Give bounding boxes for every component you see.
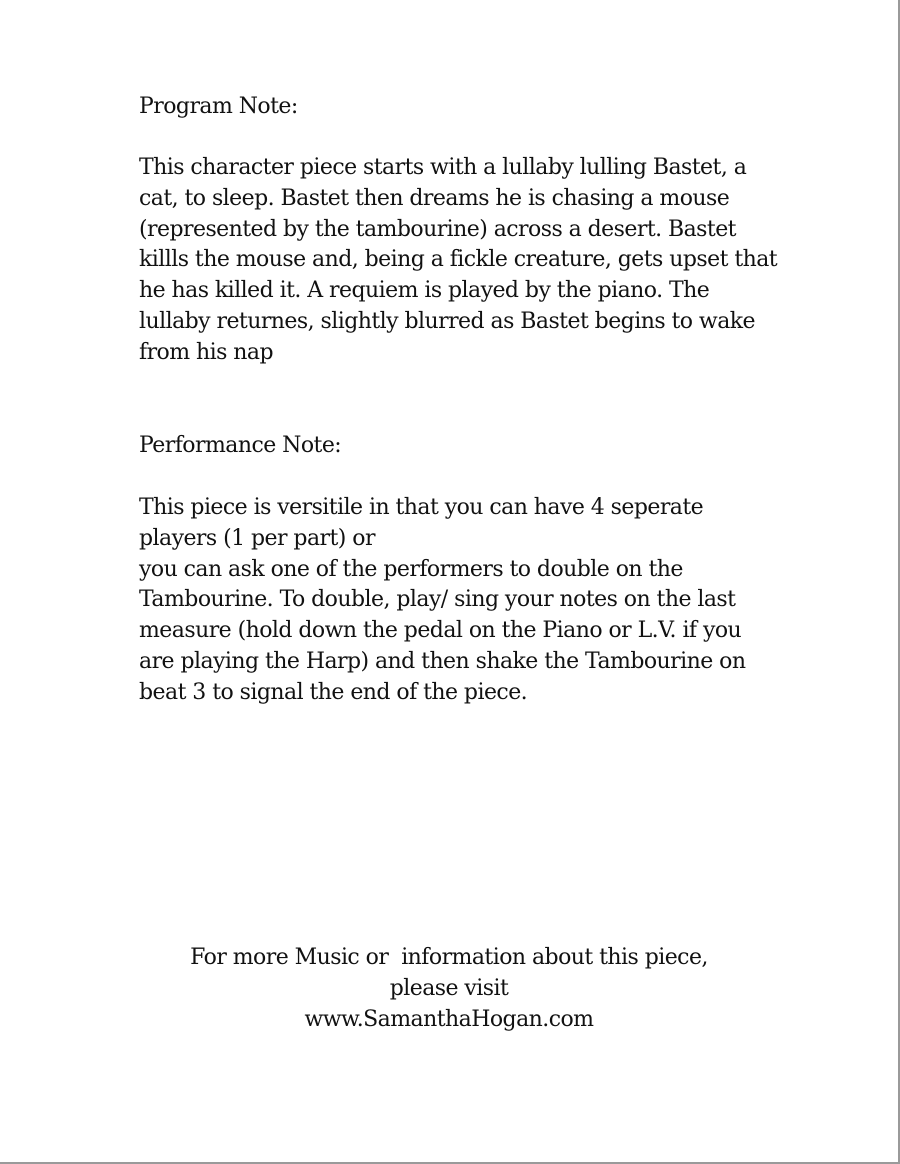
program-note-line: This character piece starts with a lullaby lulling Bastet, a	[139, 155, 747, 180]
performance-note-line: beat 3 to signal the end of the piece.	[139, 679, 528, 705]
program-note-line: cat, to sleep. Bastet then dreams he is chasing a mouse	[139, 185, 730, 211]
performance-note-body	[139, 493, 819, 709]
performance-note-line: This piece is versitile in that you can have 4 seperate	[139, 495, 704, 520]
footer-contact	[0, 942, 898, 1035]
program-note-line: lullaby returnes, slightly blurred as Bastet begins to wake	[139, 308, 756, 334]
program-note-line: (represented by the tambourine) across a desert. Bastet	[139, 216, 736, 242]
program-note-heading: Program Note:	[139, 94, 298, 119]
performance-note-line: are playing the Harp) and then shake the Tambourine on	[139, 648, 746, 674]
performance-note-line: Tambourine. To double, play/ sing your notes on the last	[139, 587, 736, 613]
program-note-body	[139, 153, 819, 369]
performance-note-line: players (1 per part) or	[139, 525, 375, 551]
program-note-line: he has killed it. A requiem is played by the piano. The	[139, 278, 710, 304]
performance-note-heading: Performance Note:	[139, 433, 342, 458]
performance-note-line: you can ask one of the performers to double on the	[139, 556, 683, 582]
footer-line: For more Music or information about this piece,	[190, 945, 708, 970]
footer-line: please visit	[389, 976, 509, 1001]
footer-website: www.SamanthaHogan.com	[304, 1007, 594, 1032]
program-note-line: killls the mouse and, being a fickle creature, gets upset that	[139, 247, 778, 273]
performance-note-line: measure (hold down the pedal on the Piano or L.V. if you	[139, 618, 742, 644]
program-note-line: from his nap	[139, 339, 274, 365]
